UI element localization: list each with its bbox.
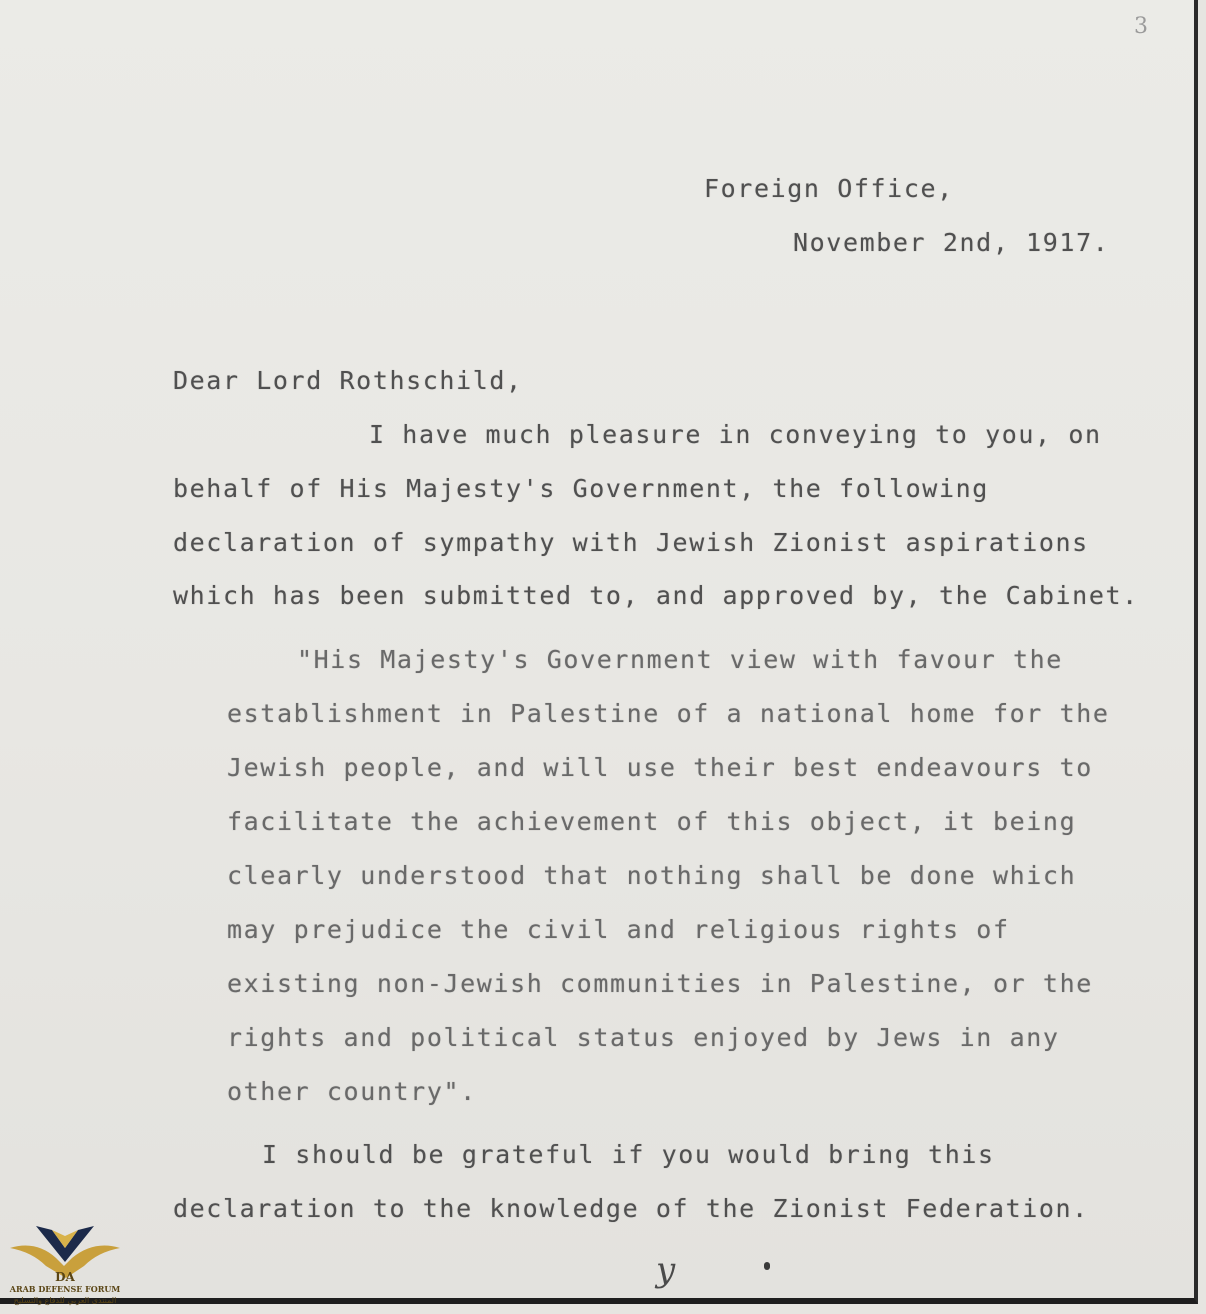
closing-line: I should be grateful if you would bring this	[262, 1140, 995, 1169]
paragraph1-line: I have much pleasure in conveying to you, on	[369, 420, 1102, 449]
letter-date: November 2nd, 1917.	[793, 228, 1110, 257]
declaration-line: establishment in Palestine of a national home for the	[227, 699, 1110, 728]
paragraph1-line: which has been submitted to, and approved by, the Cabinet.	[173, 581, 1139, 610]
arab-defense-forum-logo	[6, 1218, 124, 1310]
declaration-line: clearly understood that nothing shall be done which	[227, 861, 1077, 890]
declaration-line: facilitate the achievement of this object, it being	[227, 807, 1077, 836]
logo-name: ARAB DEFENSE FORUM	[9, 1284, 121, 1294]
signature-fragment: y	[656, 1250, 676, 1290]
logo-initials: DA	[55, 1270, 75, 1284]
page-number-mark: 3	[1134, 14, 1148, 39]
declaration-line: existing non-Jewish communities in Palestine, or the	[227, 969, 1093, 998]
salutation: Dear Lord Rothschild,	[173, 366, 523, 395]
declaration-line: Jewish people, and will use their best endeavours to	[227, 753, 1093, 782]
declaration-line: may prejudice the civil and religious rights of	[227, 915, 1010, 944]
sender-place: Foreign Office,	[704, 174, 954, 203]
declaration-line: other country".	[227, 1077, 477, 1106]
closing-line: declaration to the knowledge of the Zionist Federation.	[173, 1194, 1089, 1223]
ink-dot	[764, 1262, 770, 1270]
declaration-line: "His Majesty's Government view with favour the	[297, 645, 1063, 674]
paragraph1-line: behalf of His Majesty's Government, the following	[173, 474, 989, 503]
declaration-line: rights and political status enjoyed by Jews in any	[227, 1023, 1060, 1052]
paragraph1-line: declaration of sympathy with Jewish Zionist aspirations	[173, 528, 1089, 557]
logo-subtitle: المنتدى العربي للدفاع والتسليح	[13, 1296, 117, 1305]
